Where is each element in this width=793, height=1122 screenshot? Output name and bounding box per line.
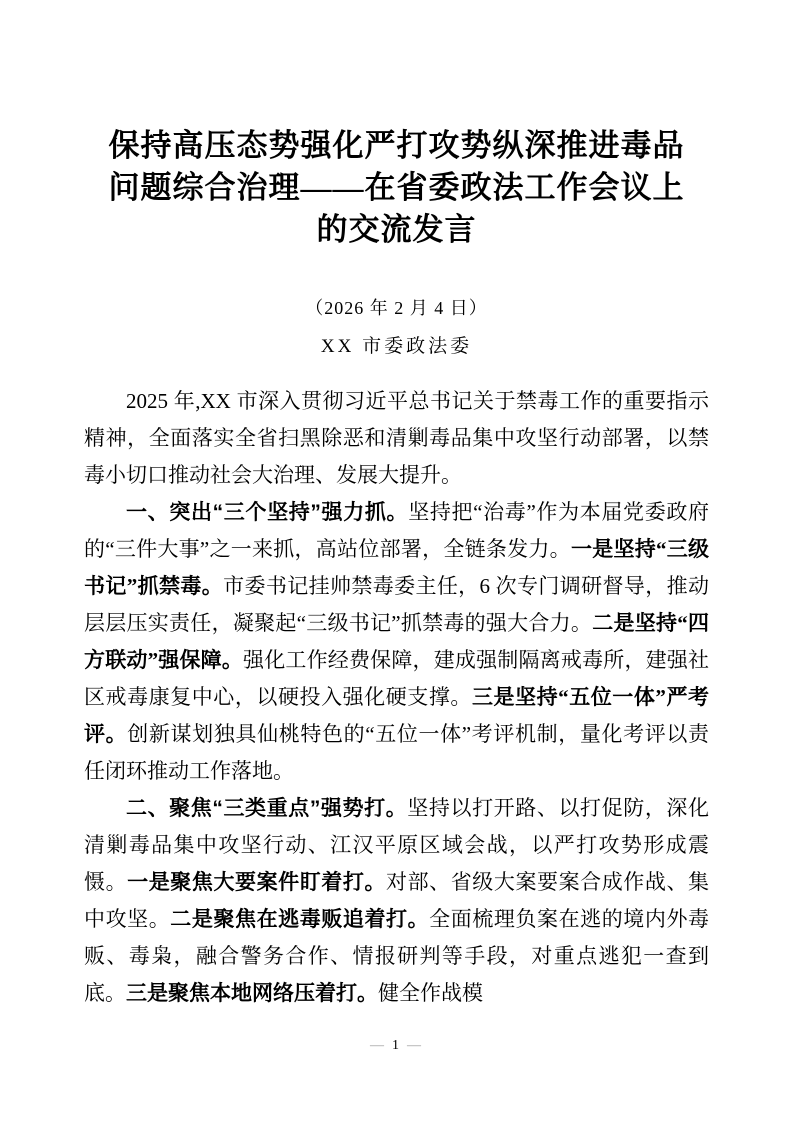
bold-lead-in: 一是聚焦大要案件盯着打。	[127, 869, 387, 894]
text-segment: 市委书记挂帅禁毒委主任，6 次专门调研督导，推动层层压实责任，凝聚起“三级书记”抓禁毒的强大合力。	[84, 573, 710, 635]
title-line-2: 问题综合治理——在省委政法工作会议上	[108, 169, 685, 205]
section-heading: 二、聚焦“三类重点”强势打。	[126, 796, 408, 820]
title-line-1: 保持高压态势强化严打攻势纵深推进毒品	[108, 127, 685, 163]
footer-page-number: 1	[392, 1038, 401, 1053]
document-date: （2026 年 2 月 4 日）	[305, 297, 488, 318]
bold-lead-in: 二是坚持“四方联动”强保障。	[84, 610, 710, 672]
footer-left-dash: —	[370, 1038, 386, 1053]
paragraph	[84, 494, 709, 790]
text-segment: 2025 年,XX 市深入贯彻习近平总书记关于禁毒工作的重要指示精神，全面落实全省扫黑除恶和清剿毒品集中攻坚行动部署，以禁毒小切口推动社会大治理、发展大提升。	[84, 388, 709, 487]
bold-lead-in: 一是坚持“三级书记”抓禁毒。	[84, 536, 710, 598]
title-line-3: 的交流发言	[316, 211, 477, 247]
section-heading: 一、突出“三个坚持”强力抓。	[126, 500, 409, 524]
text-segment: 坚持把“治毒”作为本届党委政府的“三件大事”之一来抓，高站位部署，全链条发力。	[84, 499, 710, 561]
bold-lead-in: 三是聚焦本地网络压着打。	[126, 980, 378, 1005]
text-segment: 对部、省级大案要案合成作战、集中攻坚。	[84, 869, 710, 931]
footer-right-dash: —	[407, 1038, 423, 1053]
text-segment: 强化工作经费保障，建成强制隔离戒毒所，建强社区戒毒康复中心，以硬投入强化硬支撑。	[84, 647, 710, 709]
page-footer	[0, 1038, 793, 1054]
document-title	[84, 125, 709, 251]
paragraph	[84, 383, 709, 494]
bold-lead-in: 三是坚持“五位一体”严考评。	[84, 684, 710, 746]
text-segment: 坚持以打开路、以打促防，深化清剿毒品集中攻坚行动、江汉平原区域会战，以严打攻势形成震慑。	[84, 795, 709, 894]
paragraph	[84, 790, 709, 1012]
text-segment: 全面梳理负案在逃的境内外毒贩、毒枭，融合警务合作、情报研判等手段，对重点逃犯一查到底。	[84, 906, 710, 1005]
bold-lead-in: 二是聚焦在逃毒贩追着打。	[170, 906, 430, 931]
text-segment: 创新谋划独具仙桃特色的“五位一体”考评机制，量化考评以责任闭环推动工作落地。	[84, 721, 710, 783]
text-segment: 健全作战模	[378, 980, 483, 1005]
document-meta	[84, 296, 709, 359]
document-body	[84, 383, 709, 1012]
document-organization: XX 市委政法委	[320, 335, 473, 357]
